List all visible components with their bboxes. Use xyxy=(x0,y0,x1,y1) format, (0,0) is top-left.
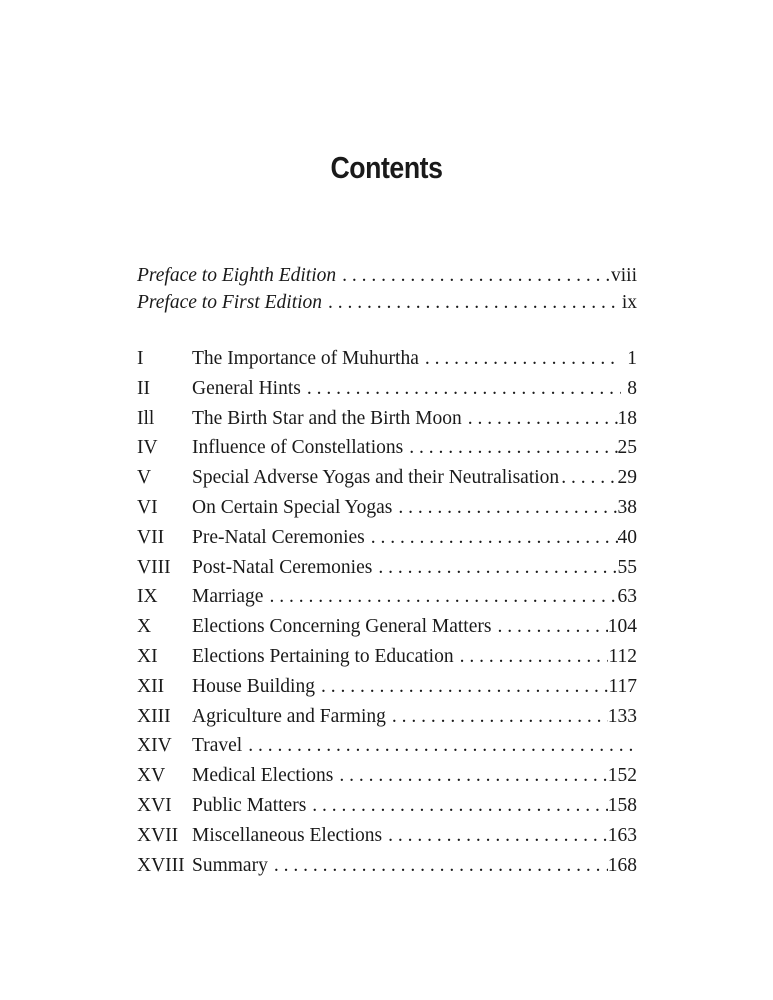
chapter-title: House Building xyxy=(192,675,315,697)
leader-dots xyxy=(336,262,611,289)
chapter-number: VI xyxy=(137,496,158,518)
chapter-title: Summary xyxy=(192,854,268,876)
page-title: Contents xyxy=(330,150,443,185)
toc-entry-title: Preface to Eighth Edition xyxy=(137,265,337,286)
chapter-number: Ill xyxy=(137,407,155,429)
chapter-number: XVI xyxy=(137,794,172,816)
chapter-number: XI xyxy=(137,645,158,667)
chapter-page: 63 xyxy=(617,586,637,608)
chapter-title: Marriage xyxy=(192,586,264,608)
chapter-number: VII xyxy=(137,526,165,548)
toc-entry-chapter[interactable] xyxy=(137,523,637,553)
chapter-page: 25 xyxy=(617,437,637,459)
chapter-page: 112 xyxy=(608,645,637,667)
chapter-page: 104 xyxy=(607,616,637,638)
leader-dots xyxy=(365,523,618,553)
chapter-list xyxy=(137,344,637,880)
leader-dots xyxy=(301,374,621,404)
chapter-page: 40 xyxy=(617,526,637,548)
chapter-number: X xyxy=(137,616,152,638)
chapter-number: XVIII xyxy=(137,854,185,876)
chapter-page: 158 xyxy=(607,794,637,816)
chapter-title: Public Matters xyxy=(192,794,307,816)
chapter-title: The Importance of Muhurtha xyxy=(192,348,419,369)
chapter-title: Influence of Constellations xyxy=(192,437,404,459)
toc-entry-chapter[interactable] xyxy=(137,761,637,791)
leader-dots xyxy=(333,761,607,791)
chapter-number: XV xyxy=(137,765,166,787)
toc-entry-preface-eighth[interactable] xyxy=(137,262,637,289)
chapter-title: Pre-Natal Ceremonies xyxy=(192,526,365,548)
leader-dots xyxy=(315,672,609,702)
chapter-title: Agriculture and Farming xyxy=(192,705,386,727)
chapter-title: The Birth Star and the Birth Moon xyxy=(192,407,462,429)
chapter-page: 163 xyxy=(607,824,637,846)
toc-entry-chapter[interactable] xyxy=(137,433,637,463)
toc-entry-chapter[interactable] xyxy=(137,404,637,434)
toc-entry-chapter[interactable] xyxy=(137,344,637,374)
toc-entry-chapter[interactable] xyxy=(137,374,637,404)
chapter-page: 8 xyxy=(627,377,637,399)
toc-entry-chapter[interactable] xyxy=(137,791,637,821)
toc-entry-preface-first[interactable] xyxy=(137,289,637,316)
chapter-number: II xyxy=(137,377,150,399)
chapter-title: Travel xyxy=(192,735,243,757)
chapter-title: Elections Pertaining to Education xyxy=(192,645,454,667)
leader-dots xyxy=(392,493,617,523)
toc-entry-page: viii xyxy=(610,265,637,286)
toc-entry-chapter[interactable] xyxy=(137,731,637,761)
chapter-number: V xyxy=(137,467,152,489)
chapter-number: I xyxy=(137,348,144,369)
leader-dots xyxy=(242,731,637,761)
chapter-number: XIV xyxy=(137,735,172,757)
toc-entry-chapter[interactable] xyxy=(137,702,637,732)
chapter-number: VIII xyxy=(137,556,171,578)
leader-dots xyxy=(372,553,617,583)
toc-entry-chapter[interactable] xyxy=(137,553,637,583)
toc-entry-chapter[interactable] xyxy=(137,672,637,702)
chapter-page: 117 xyxy=(608,675,637,697)
toc-entry-page: ix xyxy=(621,292,637,313)
chapter-number: IX xyxy=(137,586,158,608)
chapter-page: 55 xyxy=(617,556,637,578)
chapter-page: 1 xyxy=(627,348,637,369)
chapter-number: XVII xyxy=(137,824,179,846)
chapter-title: Medical Elections xyxy=(192,765,334,787)
chapter-page: 29 xyxy=(617,467,637,489)
leader-dots xyxy=(322,289,621,316)
leader-dots xyxy=(306,791,607,821)
chapter-page: 152 xyxy=(607,765,637,787)
chapter-title: General Hints xyxy=(192,377,301,399)
leader-dots xyxy=(462,404,618,434)
chapter-number: XII xyxy=(137,675,165,697)
chapter-page: 38 xyxy=(617,496,637,518)
leader-dots xyxy=(454,642,609,672)
toc-entry-chapter[interactable] xyxy=(137,463,637,493)
toc-entry-chapter[interactable] xyxy=(137,612,637,642)
leader-dots xyxy=(403,433,617,463)
chapter-title: Elections Concerning General Matters xyxy=(192,616,492,638)
chapter-number: IV xyxy=(137,437,158,459)
toc-entry-chapter[interactable] xyxy=(137,851,637,881)
leader-dots xyxy=(491,612,607,642)
leader-dots xyxy=(386,702,608,732)
toc-entry-chapter[interactable] xyxy=(137,821,637,851)
chapter-page: 133 xyxy=(607,705,637,727)
leader-dots xyxy=(263,582,617,612)
toc-entry-chapter[interactable] xyxy=(137,493,637,523)
chapter-title: Miscellaneous Elections xyxy=(192,824,383,846)
chapter-page: 168 xyxy=(607,854,637,876)
preface-list xyxy=(137,262,637,316)
leader-dots xyxy=(268,851,608,881)
toc-entry-chapter[interactable] xyxy=(137,642,637,672)
chapter-title: Post-Natal Ceremonies xyxy=(192,556,373,578)
chapter-title: Special Adverse Yogas and their Neutralisation xyxy=(192,467,560,489)
chapter-title: On Certain Special Yogas xyxy=(192,496,393,518)
leader-dots xyxy=(382,821,608,851)
toc-entry-chapter[interactable] xyxy=(137,582,637,612)
chapter-page: 18 xyxy=(617,407,637,429)
leader-dots xyxy=(559,463,617,493)
toc-entry-title: Preface to First Edition xyxy=(137,292,323,313)
leader-dots xyxy=(419,344,621,374)
chapter-number: XIII xyxy=(137,705,171,727)
